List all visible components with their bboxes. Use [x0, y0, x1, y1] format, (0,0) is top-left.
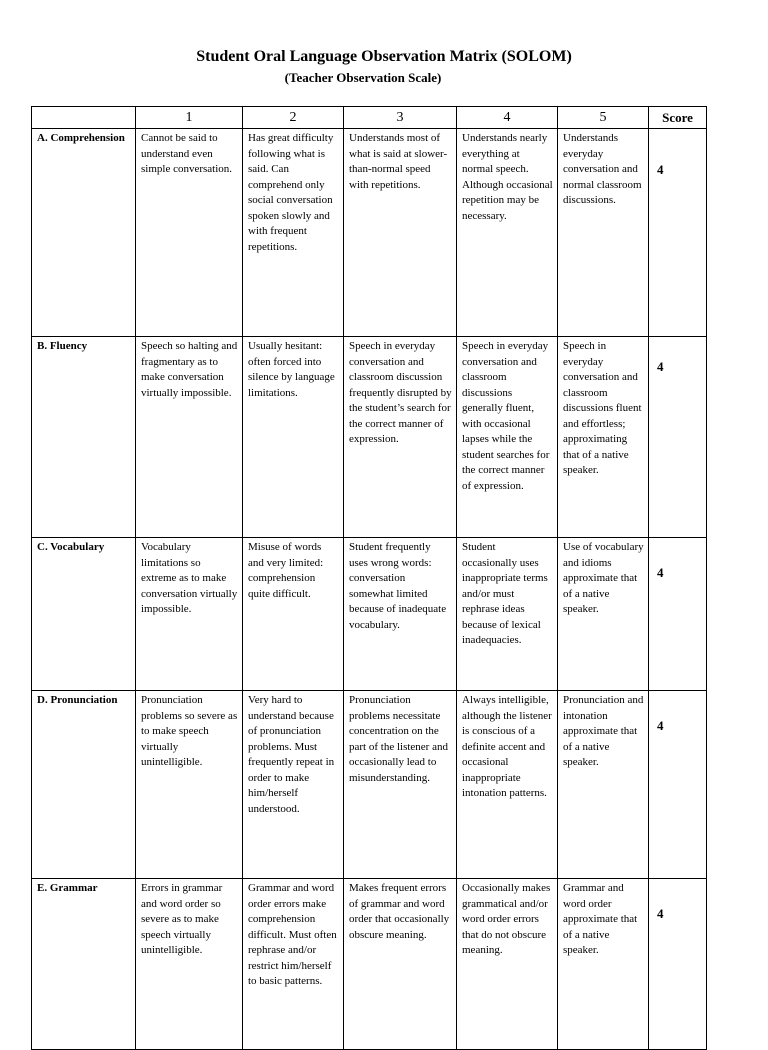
row-cell-level-1: Speech so halting and fragmentary as to make conversation virtually impossible. [136, 337, 243, 538]
row-cell-level-2: Grammar and word order errors make comprehension difficult. Must often rephrase and/or restrict him/herself to basic patterns. [243, 879, 344, 1050]
row-cell-level-2: Has great difficulty following what is said. Can comprehend only social conversation spoken slowly and with frequent repetitions. [243, 129, 344, 337]
row-cell-level-4: Understands nearly everything at normal speech. Although occasional repetition may be necessary. [457, 129, 558, 337]
row-cell-level-4: Occasionally makes grammatical and/or word order errors that do not obscure meaning. [457, 879, 558, 1050]
row-cell-level-3: Understands most of what is said at slower-than-normal speed with repetitions. [344, 129, 457, 337]
row-cell-level-1: Cannot be said to understand even simple conversation. [136, 129, 243, 337]
row-cell-level-3: Pronunciation problems necessitate concentration on the part of the listener and occasionally lead to misunderstanding. [344, 691, 457, 879]
row-cell-level-5: Pronunciation and intonation approximate that of a native speaker. [558, 691, 649, 879]
row-cell-level-1: Vocabulary limitations so extreme as to make conversation virtually impossible. [136, 538, 243, 691]
solom-matrix-table [31, 106, 707, 1050]
document-subtitle: (Teacher Observation Scale) [284, 70, 442, 85]
table-row-comprehension [32, 129, 707, 337]
row-cell-level-1: Errors in grammar and word order so severe as to make speech virtually unintelligible. [136, 879, 243, 1050]
row-cell-level-1: Pronunciation problems so severe as to make speech virtually unintelligible. [136, 691, 243, 879]
row-category: C. Vocabulary [32, 538, 136, 691]
table-row-vocabulary [32, 538, 707, 691]
row-score: 4 [649, 129, 707, 337]
header-level-3: 3 [344, 107, 457, 129]
header-level-4: 4 [457, 107, 558, 129]
header-level-2: 2 [243, 107, 344, 129]
header-level-5: 5 [558, 107, 649, 129]
document-title: Student Oral Language Observation Matrix (SOLOM) [196, 48, 572, 65]
row-category: D. Pronunciation [32, 691, 136, 879]
row-score: 4 [649, 879, 707, 1050]
row-score: 4 [649, 337, 707, 538]
row-cell-level-4: Speech in everyday conversation and classroom discussions generally fluent, with occasional lapses while the student searches for the correct manner of expression. [457, 337, 558, 538]
header-score: Score [649, 107, 707, 129]
row-score: 4 [649, 691, 707, 879]
row-cell-level-5: Understands everyday conversation and normal classroom discussions. [558, 129, 649, 337]
header-blank-cell [32, 107, 136, 129]
row-cell-level-2: Misuse of words and very limited: comprehension quite difficult. [243, 538, 344, 691]
table-row-pronunciation [32, 691, 707, 879]
row-cell-level-4: Student occasionally uses inappropriate terms and/or must rephrase ideas because of lexical inadequacies. [457, 538, 558, 691]
header-level-1: 1 [136, 107, 243, 129]
row-cell-level-5: Grammar and word order approximate that of a native speaker. [558, 879, 649, 1050]
row-cell-level-2: Very hard to understand because of pronunciation problems. Must frequently repeat in order to make him/herself understood. [243, 691, 344, 879]
row-cell-level-3: Makes frequent errors of grammar and word order that occasionally obscure meaning. [344, 879, 457, 1050]
row-cell-level-2: Usually hesitant: often forced into silence by language limitations. [243, 337, 344, 538]
row-category: E. Grammar [32, 879, 136, 1050]
row-category: A. Comprehension [32, 129, 136, 337]
row-category: B. Fluency [32, 337, 136, 538]
table-header-row [32, 107, 707, 129]
table-row-fluency [32, 337, 707, 538]
row-cell-level-3: Student frequently uses wrong words: conversation somewhat limited because of inadequate vocabulary. [344, 538, 457, 691]
row-score: 4 [649, 538, 707, 691]
row-cell-level-5: Speech in everyday conversation and classroom discussions fluent and effortless; approximating that of a native speaker. [558, 337, 649, 538]
row-cell-level-4: Always intelligible, although the listener is conscious of a definite accent and occasional inappropriate intonation patterns. [457, 691, 558, 879]
row-cell-level-3: Speech in everyday conversation and classroom discussion frequently disrupted by the student’s search for the correct manner of expression. [344, 337, 457, 538]
row-cell-level-5: Use of vocabulary and idioms approximate that of a native speaker. [558, 538, 649, 691]
